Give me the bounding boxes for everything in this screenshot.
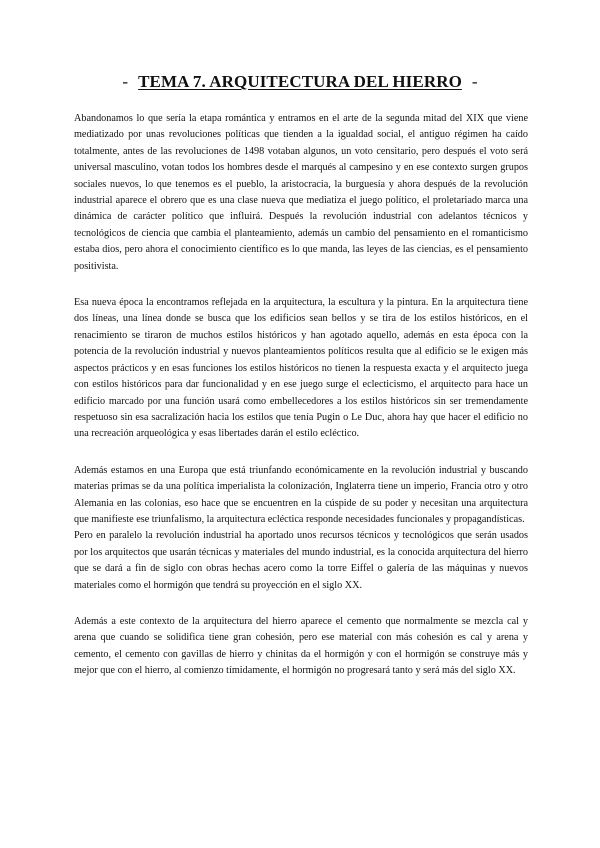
paragraph-2: Esa nueva época la encontramos reflejada en la arquitectura, la escultura y la pintura. En la arquitectura tiene dos líneas, una línea donde se busca que los edificios sean bellos y se tira de los estilos históricos, en el renacimiento se tiraron de muchos estilos históricos y han agotado aquello, además en esta época con la potencia de la revolución industrial y nuevos planteamientos políticos resulta que al edificio se le exigen más aspectos prácticos y en esas funciones los estilos históricos no tienen la respuesta exacta y el arquitecto juega con estilos históricos para dar funcionalidad y en ese juego surge el eclecticismo, el arquitecto para hace un edificio marcado por una función usará como embellecedores a los estilos históricos sin ser tremendamente respetuoso sin esa sacralización hacia los estilos que tenía Pugin o Le Duc, ahora hay que hacer el edificio no una recreación arqueológica y esas libertades darán el estilo ecléctico. (74, 297, 528, 440)
title-dash-left: - (122, 72, 129, 91)
paragraph-3: Además estamos en una Europa que está triunfando económicamente en la revolución industrial y buscando materias primas se da una política imperialista la colonización, Inglaterra tiene un imperio, Francia otro y otro Alemania en las colonias, eso hace que se encuentren en la cúspide de su poder y necesitan una arquitectura que manifieste ese triunfalismo, la arquitectura ecléctica responde necesidades funcionales y propagandísticas. (74, 464, 528, 525)
document-body (74, 111, 528, 700)
paragraph-4: Pero en paralelo la revolución industrial ha aportado unos recursos técnicos y tecnológicos que serán usados por los arquitectos que usarán técnicas y materiales del mundo industrial, es la conocida arquitectura del hierro que se dará a fin de siglo con obras hechas acero como la torre Eiffel o galería de las máquinas y nuevos materiales como el hormigón que tendrá su proyección en el siglo XX. (74, 530, 528, 591)
title-dash-right: - (471, 72, 478, 91)
title-text: TEMA 7. ARQUITECTURA DEL HIERRO (138, 72, 462, 91)
paragraph-1: Abandonamos lo que sería la etapa romántica y entramos en el arte de la segunda mitad del XIX que viene mediatizado por unas revoluciones políticas que tienden a la igualdad social, el antiguo régimen ha caído totalmente, antes de las revoluciones de 1498 votaban algunos, un voto censitario, pero después el voto será universal masculino, votan todos los hombres desde el marqués al campesino y en ese contexto surgen grupos sociales nuevos, lo que tenemos es el pueblo, la aristocracia, la burguesía y ahora después de la revolución industrial aparece el obrero que es una clase nueva que mediatiza el juego político, el proletariado marca una dinámica de carácter político que influirá. Después la revolución industrial con adelantos técnicos y tecnológicos de ciencia que cambia el planteamiento, además un cambio del pensamiento en el romanticismo estaba dios, pero ahora el conocimiento científico es lo que manda, las leyes de las ciencias, es el pensamiento positivista. (74, 113, 528, 272)
paragraph-5: Además a este contexto de la arquitectura del hierro aparece el cemento que normalmente se mezcla cal y arena que cuando se solidifica tiene gran cohesión, pero ese material con más cohesión es cal y arena y cemento, el cemento con gavillas de hierro y chinitas da el hormigón y con el hormigón se construye más y mejor que con el hierro, al comienzo tímidamente, el hormigón no progresará tanto y será más del siglo XX. (74, 615, 528, 677)
page-title (0, 72, 600, 92)
